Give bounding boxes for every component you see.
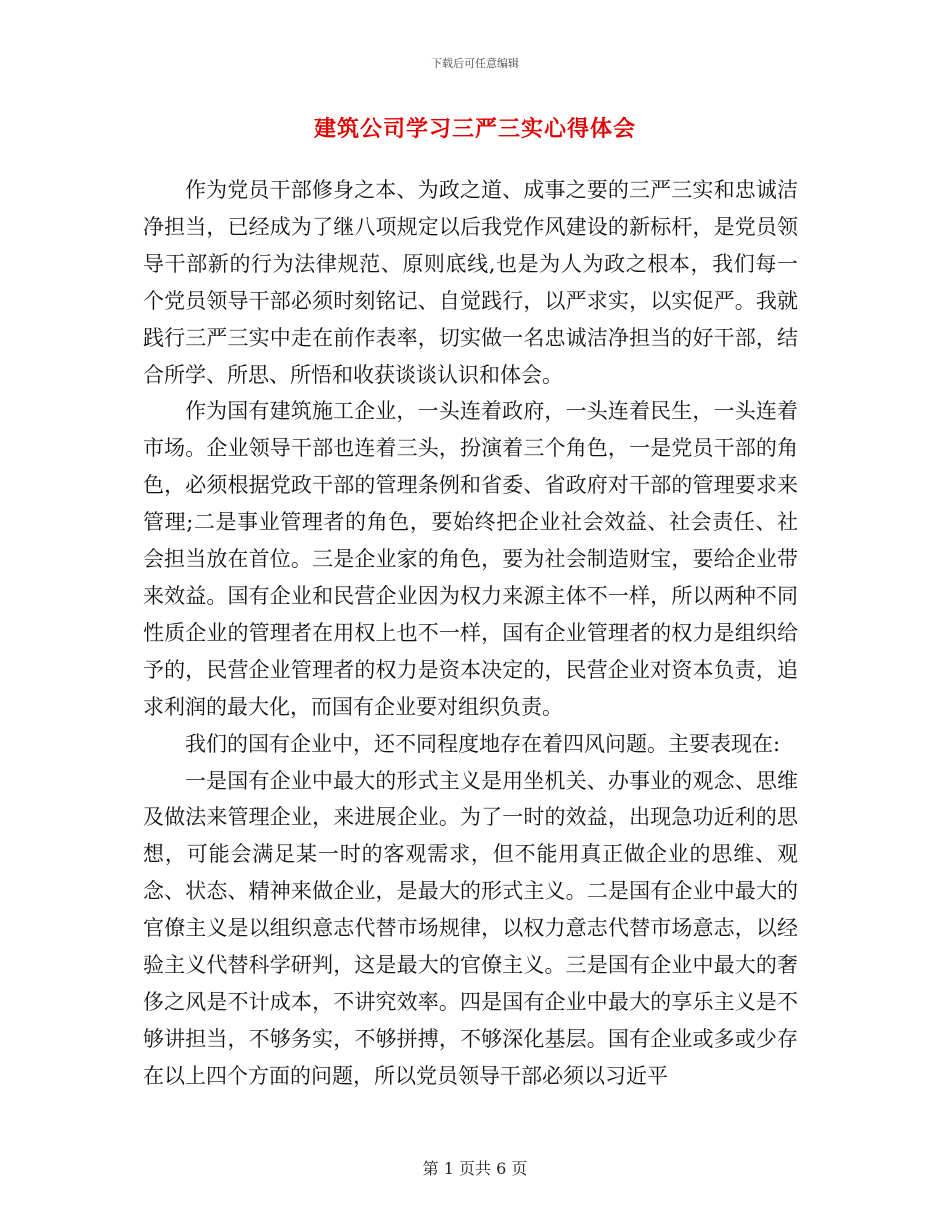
paragraph: 一是国有企业中最大的形式主义是用坐机关、办事业的观念、思维及做法来管理企业，来进展企业。为了一时的效益，出现急功近利的思想，可能会满足某一时的客观需求，但不能用真正做企业的思维、观念、状态、精神来做企业，是最大的形式主义。二是国有企业中最大的官僚主义是以组织意志代替市场规律，以权力意志代替市场意志，以经验主义代替科学研判，这是最大的官僚主义。三是国有企业中最大的奢侈之风是不计成本，不讲究效率。四是国有企业中最大的享乐主义是不够讲担当，不够务实，不够拼搏，不够深化基层。国有企业或多或少存在以上四个方面的问题，所以党员领导干部必须以习近平 — [143, 768, 798, 1088]
paragraph: 作为国有建筑施工企业，一头连着政府，一头连着民生，一头连着市场。企业领导干部也连着三头，扮演着三个角色，一是党员干部的角色，必须根据党政干部的管理条例和省委、省政府对干部的管理要求来管理;二是事业管理者的角色，要始终把企业社会效益、社会责任、社会担当放在首位。三是企业家的角色，要为社会制造财宝，要给企业带来效益。国有企业和民营企业因为权力来源主体不一样，所以两种不同性质企业的管理者在用权上也不一样，国有企业管理者的权力是组织给予的，民营企业管理者的权力是资本决定的，民营企业对资本负责，追求利润的最大化，而国有企业要对组织负责。 — [143, 399, 798, 719]
header-note: 下载后可任意编辑 — [431, 57, 519, 70]
paragraph: 我们的国有企业中，还不同程度地存在着四风问题。主要表现在: — [185, 731, 781, 756]
page-number: 第 1 页共 6 页 — [422, 1159, 528, 1178]
paragraph: 作为党员干部修身之本、为政之道、成事之要的三严三实和忠诚洁净担当，已经成为了继八项规定以后我党作风建设的新标杆，是党员领导干部新的行为法律规范、原则底线,也是为人为政之根本，我们每一个党员领导干部必须时刻铭记、自觉践行，以严求实，以实促严。我就践行三严三实中走在前作表率，切实做一名忠诚洁净担当的好干部，结合所学、所思、所悟和收获谈谈认识和体会。 — [143, 178, 798, 387]
document-body — [143, 172, 798, 1095]
document-title: 建筑公司学习三严三实心得体会 — [313, 116, 636, 142]
